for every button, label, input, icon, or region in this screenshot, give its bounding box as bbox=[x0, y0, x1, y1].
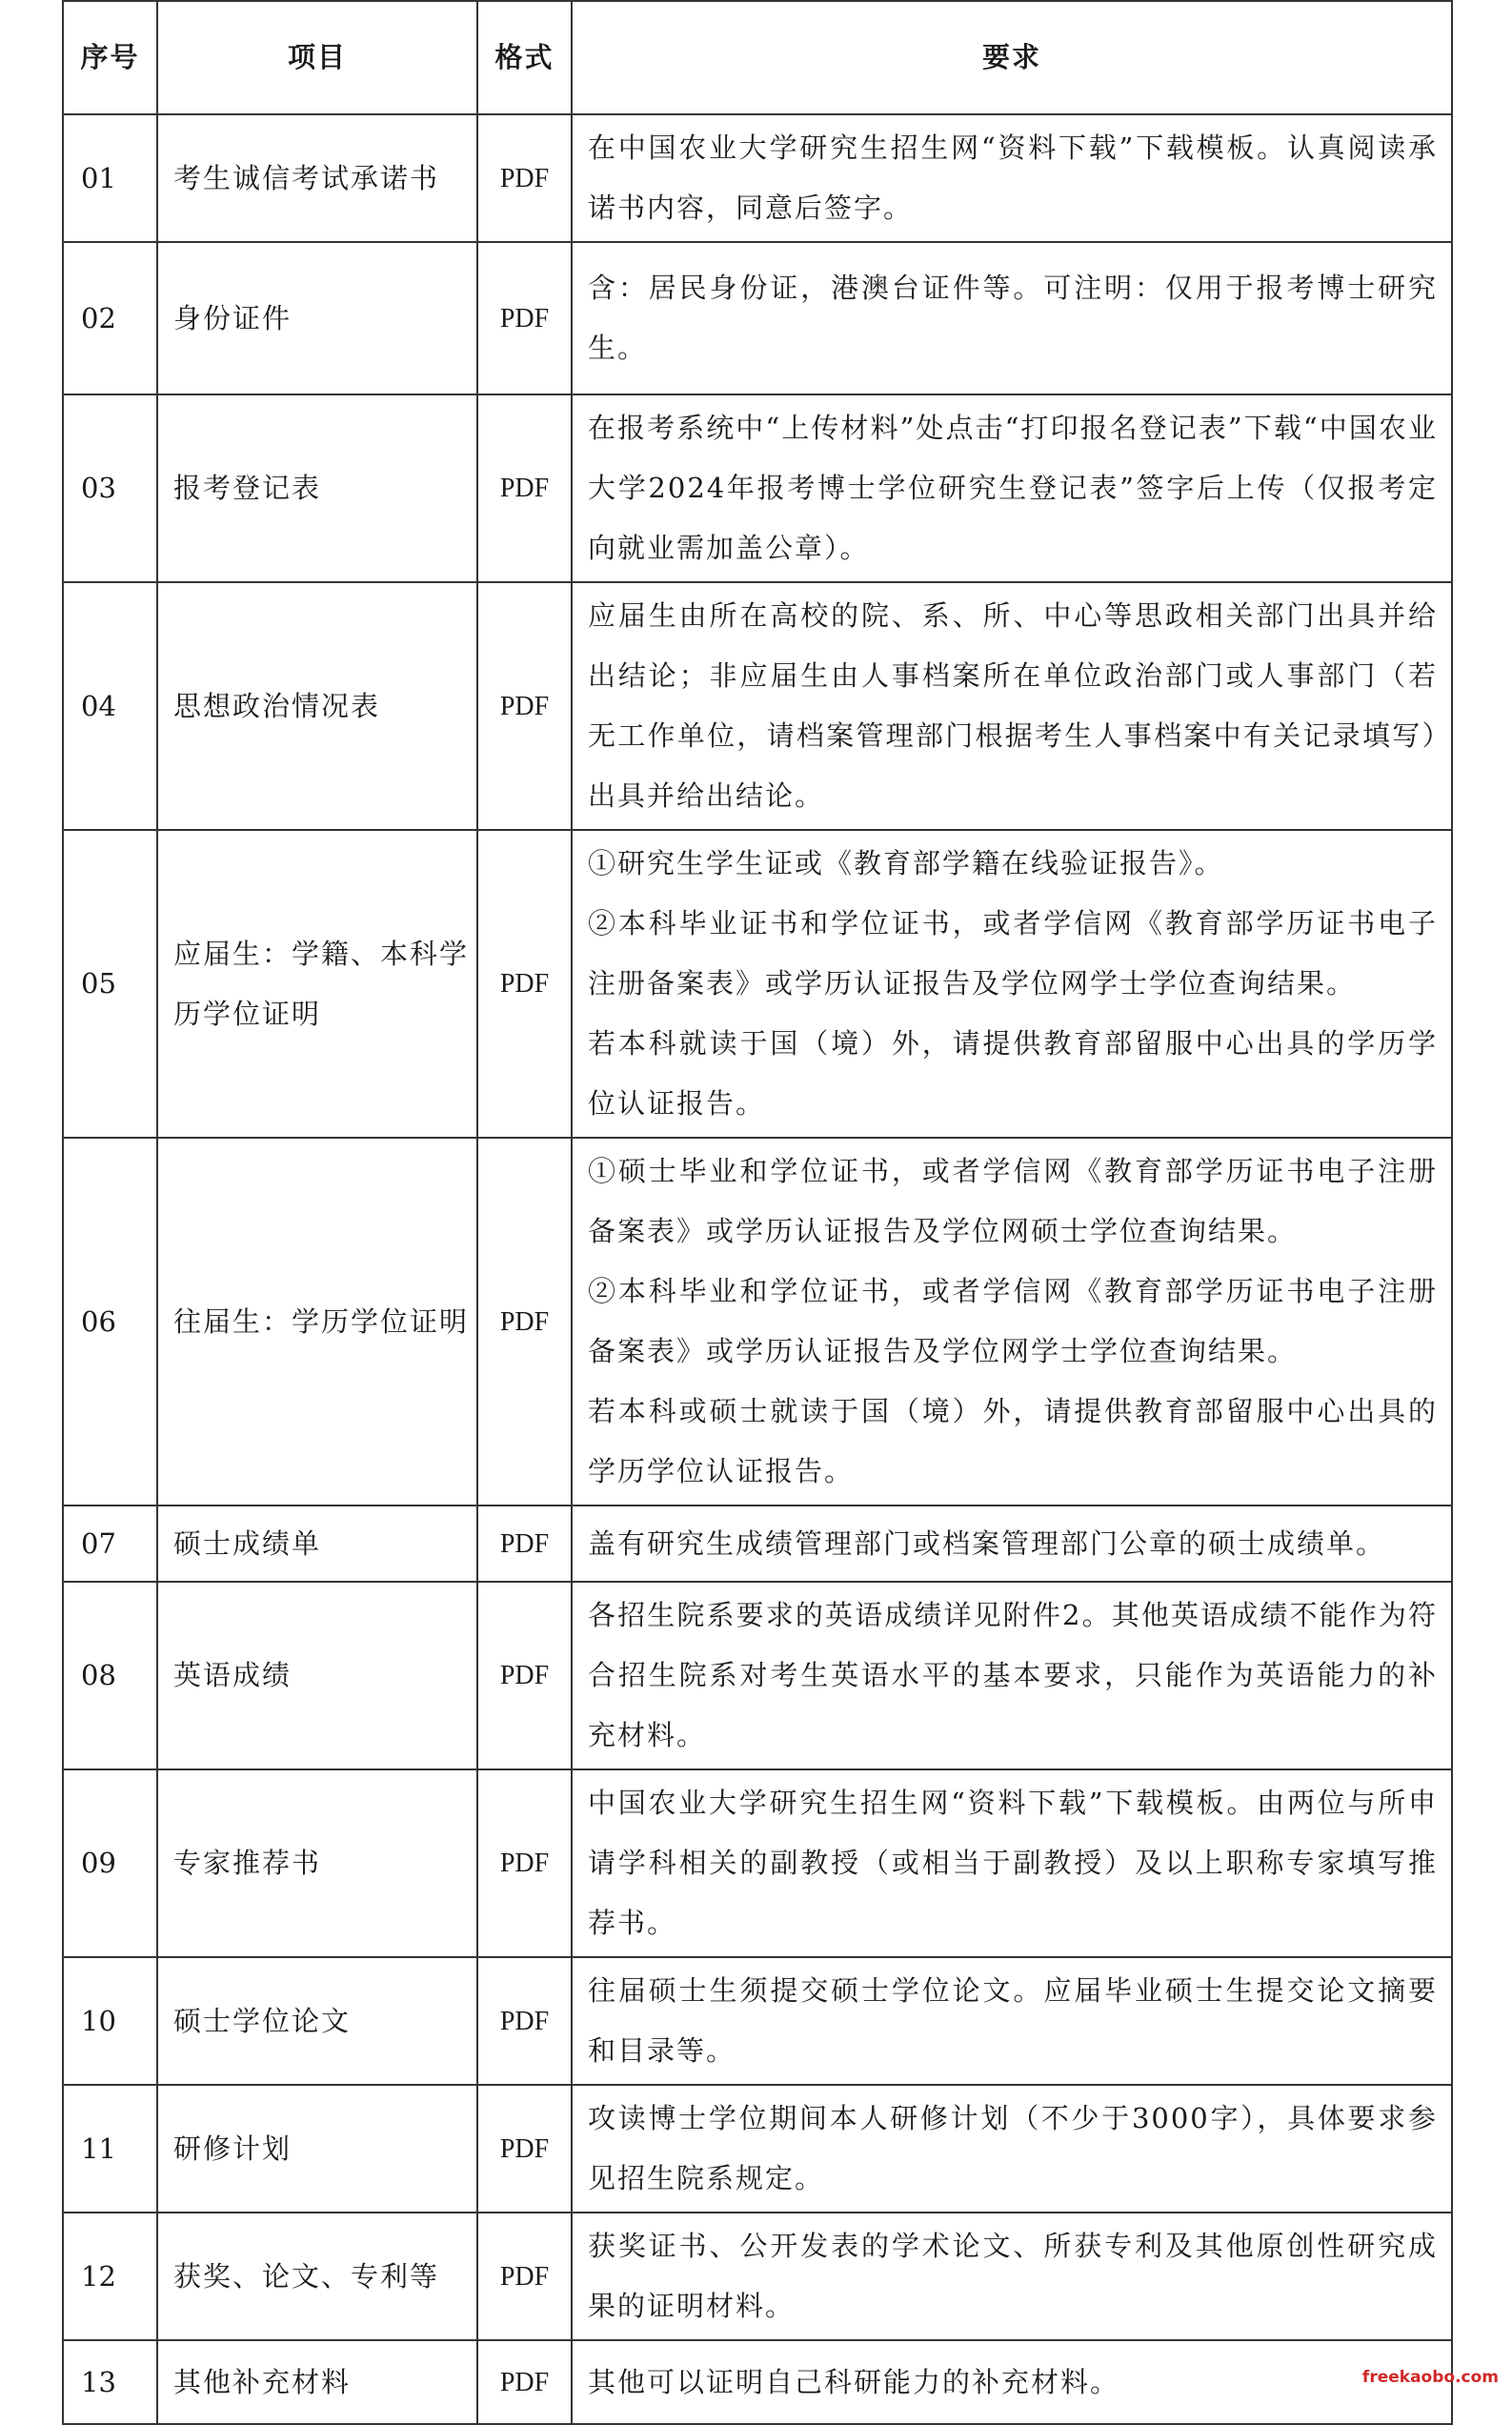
row-item: 硕士学位论文 bbox=[157, 1957, 477, 2085]
row-requirement bbox=[572, 2085, 1452, 2213]
requirement-paragraph: 在报考系统中“上传材料”处点击“打印报名登记表”下载“中国农业大学2024年报考博士学位研究生登记表”签字后上传（仅报考定向就业需加盖公章）。 bbox=[588, 412, 1438, 564]
header-format: 格式 bbox=[477, 1, 572, 114]
row-requirement bbox=[572, 1582, 1452, 1769]
table-row bbox=[63, 1138, 1452, 1506]
requirement-paragraph: ①硕士毕业和学位证书，或者学信网《教育部学历证书电子注册备案表》或学历认证报告及学位网硕士学位查询结果。 bbox=[588, 1155, 1438, 1247]
requirement-paragraph: 盖有研究生成绩管理部门或档案管理部门公章的硕士成绩单。 bbox=[588, 1526, 1386, 1560]
row-item: 考生诚信考试承诺书 bbox=[157, 114, 477, 242]
row-number: 05 bbox=[63, 830, 157, 1138]
table-row bbox=[63, 582, 1452, 830]
row-item: 往届生：学历学位证明 bbox=[157, 1138, 477, 1506]
row-number: 08 bbox=[63, 1582, 157, 1769]
row-format: PDF bbox=[477, 2085, 572, 2213]
row-number: 12 bbox=[63, 2213, 157, 2340]
table-row bbox=[63, 1957, 1452, 2085]
row-requirement bbox=[572, 2213, 1452, 2340]
row-number: 02 bbox=[63, 242, 157, 394]
row-requirement bbox=[572, 1769, 1452, 1957]
row-format: PDF bbox=[477, 114, 572, 242]
requirement-paragraph: ②本科毕业和学位证书，或者学信网《教育部学历证书电子注册备案表》或学历认证报告及学位网学士学位查询结果。 bbox=[588, 1275, 1438, 1367]
requirement-paragraph: 获奖证书、公开发表的学术论文、所获专利及其他原创性研究成果的证明材料。 bbox=[588, 2230, 1438, 2322]
row-number: 03 bbox=[63, 394, 157, 582]
table-row bbox=[63, 114, 1452, 242]
row-number: 11 bbox=[63, 2085, 157, 2213]
table-row bbox=[63, 242, 1452, 394]
row-format: PDF bbox=[477, 394, 572, 582]
row-item: 英语成绩 bbox=[157, 1582, 477, 1769]
table-row bbox=[63, 394, 1452, 582]
row-requirement bbox=[572, 1506, 1452, 1582]
requirement-paragraph: ①研究生学生证或《教育部学籍在线验证报告》。 bbox=[588, 847, 1224, 879]
row-requirement bbox=[572, 394, 1452, 582]
row-format: PDF bbox=[477, 2213, 572, 2340]
table-row bbox=[63, 1582, 1452, 1769]
row-number: 10 bbox=[63, 1957, 157, 2085]
row-item: 获奖、论文、专利等 bbox=[157, 2213, 477, 2340]
requirement-paragraph: 在中国农业大学研究生招生网“资料下载”下载模板。认真阅读承诺书内容，同意后签字。 bbox=[588, 131, 1438, 224]
row-format: PDF bbox=[477, 1582, 572, 1769]
requirement-paragraph: 若本科或硕士就读于国（境）外，请提供教育部留服中心出具的学历学位认证报告。 bbox=[588, 1395, 1438, 1487]
requirement-paragraph: 若本科就读于国（境）外，请提供教育部留服中心出具的学历学位认证报告。 bbox=[588, 1027, 1438, 1120]
table-row bbox=[63, 1506, 1452, 1582]
row-requirement bbox=[572, 2340, 1452, 2424]
row-requirement bbox=[572, 582, 1452, 830]
table-row bbox=[63, 1769, 1452, 1957]
row-requirement bbox=[572, 830, 1452, 1138]
requirement-paragraph: 往届硕士生须提交硕士学位论文。应届毕业硕士生提交论文摘要和目录等。 bbox=[588, 1974, 1438, 2067]
row-requirement bbox=[572, 1138, 1452, 1506]
row-number: 07 bbox=[63, 1506, 157, 1582]
table-row bbox=[63, 830, 1452, 1138]
header-item: 项目 bbox=[157, 1, 477, 114]
requirement-paragraph: 其他可以证明自己科研能力的补充材料。 bbox=[588, 2365, 1120, 2398]
requirement-paragraph: 攻读博士学位期间本人研修计划（不少于3000字），具体要求参见招生院系规定。 bbox=[588, 2102, 1438, 2194]
materials-table bbox=[62, 0, 1453, 2425]
row-number: 09 bbox=[63, 1769, 157, 1957]
table-body bbox=[63, 114, 1452, 2424]
requirement-paragraph: 应届生由所在高校的院、系、所、中心等思政相关部门出具并给出结论；非应届生由人事档案所在单位政治部门或人事部门（若无工作单位，请档案管理部门根据考生人事档案中有关记录填写）出具并给出结论。 bbox=[588, 599, 1438, 812]
row-item: 硕士成绩单 bbox=[157, 1506, 477, 1582]
row-format: PDF bbox=[477, 582, 572, 830]
table-row bbox=[63, 2085, 1452, 2213]
row-format: PDF bbox=[477, 1506, 572, 1582]
row-number: 13 bbox=[63, 2340, 157, 2424]
table-row bbox=[63, 2213, 1452, 2340]
row-format: PDF bbox=[477, 1957, 572, 2085]
row-format: PDF bbox=[477, 1138, 572, 1506]
row-item: 思想政治情况表 bbox=[157, 582, 477, 830]
row-item: 其他补充材料 bbox=[157, 2340, 477, 2424]
row-item: 报考登记表 bbox=[157, 394, 477, 582]
row-format: PDF bbox=[477, 2340, 572, 2424]
requirement-paragraph: 各招生院系要求的英语成绩详见附件2。其他英语成绩不能作为符合招生院系对考生英语水平的基本要求，只能作为英语能力的补充材料。 bbox=[588, 1599, 1438, 1751]
row-number: 01 bbox=[63, 114, 157, 242]
header-requirement: 要求 bbox=[572, 1, 1452, 114]
row-number: 04 bbox=[63, 582, 157, 830]
requirement-paragraph: 中国农业大学研究生招生网“资料下载”下载模板。由两位与所申请学科相关的副教授（或相当于副教授）及以上职称专家填写推荐书。 bbox=[588, 1787, 1438, 1939]
row-number: 06 bbox=[63, 1138, 157, 1506]
header-no: 序号 bbox=[63, 1, 157, 114]
row-item: 专家推荐书 bbox=[157, 1769, 477, 1957]
requirement-paragraph: ②本科毕业证书和学位证书，或者学信网《教育部学历证书电子注册备案表》或学历认证报告及学位网学士学位查询结果。 bbox=[588, 907, 1438, 1000]
row-format: PDF bbox=[477, 242, 572, 394]
row-item: 应届生：学籍、本科学历学位证明 bbox=[157, 830, 477, 1138]
row-item: 研修计划 bbox=[157, 2085, 477, 2213]
requirement-paragraph: 含：居民身份证，港澳台证件等。可注明：仅用于报考博士研究生。 bbox=[588, 272, 1438, 364]
table-header-row bbox=[63, 1, 1452, 114]
row-requirement bbox=[572, 242, 1452, 394]
row-requirement bbox=[572, 114, 1452, 242]
watermark: freekaobo.com bbox=[1361, 2368, 1499, 2387]
row-item: 身份证件 bbox=[157, 242, 477, 394]
row-format: PDF bbox=[477, 830, 572, 1138]
row-requirement bbox=[572, 1957, 1452, 2085]
table-row bbox=[63, 2340, 1452, 2424]
row-format: PDF bbox=[477, 1769, 572, 1957]
